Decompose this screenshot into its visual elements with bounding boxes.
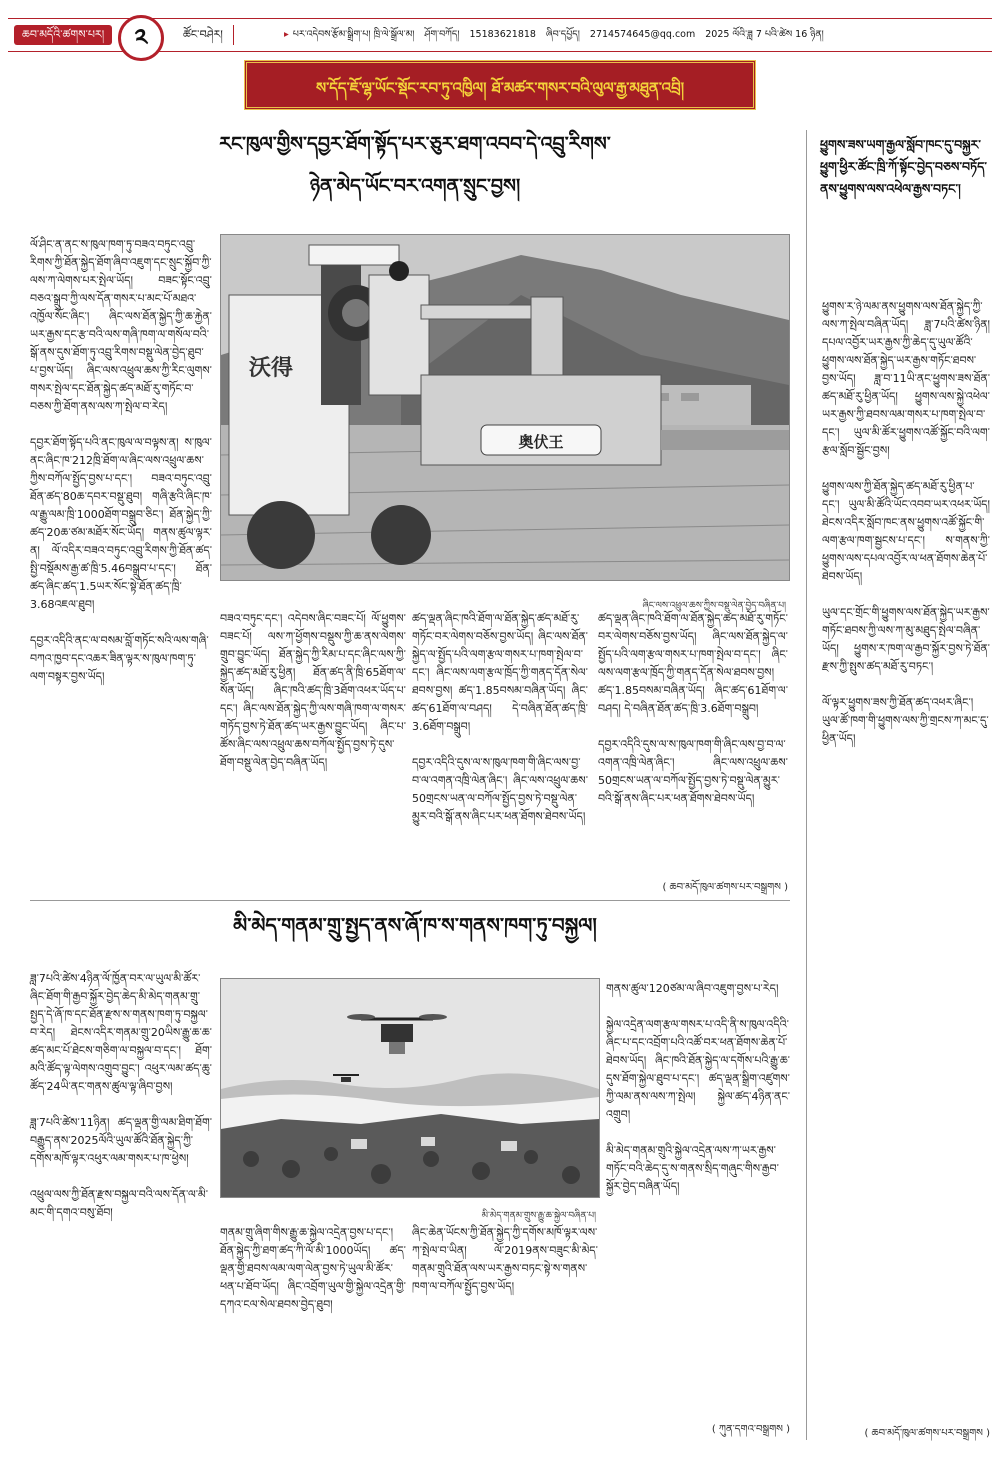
email: 2714574645@qq.com: [589, 29, 696, 40]
article2-col3: ཞིང་ཆེན་ཡོངས་ཀྱི་ཐོན་སྐྱེད་ཀྱི་དགོས་མཁོ་ལྟར་ལས་ཀ་སྤེལ་བ་ཡིན། ལོ་2019ནས་བཟུང་མི་མེད་གནམ་གྲུའི་ཐོན་ལས་ཡར་རྒྱས་བཏང་སྟེ་ས་གནས་ཁག་ལ་བཀོལ་སྤྱོད་བྱས་ཡོད།: [412, 1226, 598, 1293]
section-name: ཚོང་བཤེར།: [183, 25, 234, 45]
article1-col4: ཚད་ལྡན་ཞིང་ཁའི་ཐོག་ལ་ཐོན་སྐྱེད་ཚད་མཐོ་རུ་གཏོང་བར་ལེགས་བཅོས་བྱས་ཡོད། ཞིང་ལས་ཐོན་སྐྱེད་ལ་སྤྱོད་པའི་ལག་རྩལ་གསར་པ་ཁག་སྤེལ་བ་དང་། ཞིང་ལས་ལག་རྩལ་ཁྲོད་ཀྱི་གནད་དོན་སེལ་ཐབས་བྱས། ཚད་1.85བསམ་བཞིན་ཡོད། ཞིང་ཚད་61ཐོག་ལ་བཤད། དེ་བཞིན་ཐོན་ཚད་ཁྲི་3.6ཐོག་བསྒྲུབ། དབྱར་འདིའི་དུས་ལ་ས་ཁུལ་ཁག་གི་ཞིང་ལས་བྱ་བ་ལ་འགན་འཁྲི་ལེན་ཞིང་། ཞིང་ལས་འཕྲུལ་ཆས་50གྲངས་ཡན་ལ་བཀོལ་སྤྱོད་བྱས་ཏེ་བསྡུ་ལེན་མྱུར་བའི་སྒོ་ནས་ཞིང་པར་ཕན་ཐོགས་ཐེབས་ཡོད།: [598, 612, 788, 805]
article2-col1: ཟླ་7པའི་ཚེས་4ཉིན་ལོ་ཁྱོན་བར་ལ་ཡུལ་མི་ཚོར་ཞིང་ཐོག་གི་རྒྱབ་སྐྱོར་བྱེད་ཆེད་མི་མེད་གནམ་གྲུ་སྤྱད་དེ་ཞོ་ཁ་དང་ཐོན་རྫས་ས་གནས་ཁག་ཏུ་བསྐྱལ་བ་རེད། ཐེངས་འདིར་གནམ་གྲུ་20ཡིས་རྒྱུ་ཆ་ཆ་ཚད་མང་པོ་ཐེངས་གཅིག་ལ་བསྐྱལ་བ་དང་། ཐོག་མའི་ཚོད་ལྟ་ལེགས་འགྲུབ་བྱུང་། འཕུར་ལམ་ཚད་ཆུ་ཚོད་24ཡི་ནང་གནས་ཚུལ་ལྟ་ཞིབ་བྱས། ཟླ་7པའི་ཚེས་11ཉིན། ཚད་ལྡན་གྱི་ལམ་ཐིག་ཐོག་བརྒྱུད་ནས་2025ལོའི་ཡུལ་ཚོའི་ཐོན་སྐྱེད་ཀྱི་དགོས་མཁོ་ལྟར་འཕུར་ལམ་གསར་པ་ཁ་ཕྱེས། འཕྲུལ་ལས་ཀྱི་ཐོན་རྫས་བསྐྱལ་བའི་ལས་དོན་ལ་མི་མང་གི་དགའ་བསུ་ཐོབ།: [30, 972, 212, 1219]
harvester-illustration: [221, 235, 789, 580]
harvester-brand-label: 沃得: [248, 356, 294, 381]
phone: 15183621818: [469, 29, 536, 40]
slogan-banner: ས་དོད་ཇོ་ལྷ་ཡོང་སྡོང་རབ་ཏུ་འཁྱིལ། ཐོ་མཚར་གསར་བའི་ལུལ་རྒྱ་མཐུན་འབྲི།: [244, 60, 756, 110]
article1-headline-line1: རང་ཁུལ་གྱིས་དབྱར་ཐོག་སྟོད་པར་ཅུར་ཐག་འབབ་དེ་འབྲུ་རིགས་: [219, 133, 611, 155]
masthead: [8, 18, 992, 52]
article2-headline: མི་མེད་གནམ་གྲུ་སྤྱད་ནས་ཞོ་ཁ་ས་གནས་ཁག་ཏུ་བསྐྱལ།: [233, 913, 597, 937]
drone-photo: [220, 978, 600, 1198]
article2-byline: ( ཀུན་དགའ་བསྒྲགས ): [711, 1424, 790, 1435]
article1-col3: ཚད་ལྡན་ཞིང་ཁའི་ཐོག་ལ་ཐོན་སྐྱེད་ཚད་མཐོ་རུ་གཏོང་བར་ལེགས་བཅོས་བྱས་ཡོད། ཞིང་ལས་ཐོན་སྐྱེད་ལ་སྤྱོད་པའི་ལག་རྩལ་གསར་པ་ཁག་སྤེལ་བ་དང་། ཞིང་ལས་ལག་རྩལ་ཁྲོད་ཀྱི་གནད་དོན་སེལ་ཐབས་བྱས། ཚད་1.85བསམ་བཞིན་ཡོད། ཞིང་ཚད་61ཐོག་ལ་བཤད། དེ་བཞིན་ཐོན་ཚད་ཁྲི་3.6ཐོག་བསྒྲུབ། དབྱར་འདིའི་དུས་ལ་ས་ཁུལ་ཁག་གི་ཞིང་ལས་བྱ་བ་ལ་འགན་འཁྲི་ལེན་ཞིང་། ཞིང་ལས་འཕྲུལ་ཆས་50གྲངས་ཡན་ལ་བཀོལ་སྤྱོད་བྱས་ཏེ་བསྡུ་ལེན་མྱུར་བའི་སྒོ་ནས་ཞིང་པར་ཕན་ཐོགས་ཐེབས་ཡོད།: [412, 612, 588, 823]
drone-photo-caption: མི་མེད་གནམ་གྲུས་རྒྱུ་ཆ་སྐྱེལ་བཞིན་པ།: [481, 1211, 596, 1221]
harvester-photo: [220, 234, 790, 581]
article1-col2: བཟའ་བཏུང་དང་། འདེབས་ཞིང་བཟང་པོ། ལོ་ཕྱུགས་བཟང་པོ། ལས་ཀ་ཕྱོགས་བསྡུས་ཀྱི་ཆ་ནས་ལེགས་གྲུབ་བྱུང་ཡོད། ཐོན་སྐྱེད་ཀྱི་རིམ་པ་དང་ཞིང་ལས་ཀྱི་སྐྱེད་ཚད་མཐོ་རུ་ཕྱིན། ཐོན་ཚད་ནི་ཁྲི་65ཐོག་ལ་སོན་ཡོད། ཞིང་ཁའི་ཚད་ཁྲི་3ཐོག་འཕར་ཡོད་པ་དང་། ཞིང་ལས་ཐོན་སྐྱེད་ཀྱི་ལས་གཞི་ཁག་ལ་གསར་གཏོད་བྱས་ཏེ་ཐོན་ཚད་ཡར་རྒྱས་བྱུང་ཡོད། ཞིང་པ་ཚོས་ཞིང་ལས་འཕྲུལ་ཆས་བཀོལ་སྤྱོད་བྱས་ཏེ་དུས་ཐོག་བསྡུ་ལེན་བྱེད་བཞིན་ཡོད།: [220, 612, 406, 769]
editor: པར་འདེབས་རྩོམ་སྒྲིག་པ། ཁྲི་ལེ་སྒྲོལ་མ།: [292, 29, 415, 40]
paper-name: ཆབ་མདོའི་ཚགས་པར།: [14, 25, 112, 45]
masthead-meta: [284, 27, 986, 43]
article1-byline: ( ཆབ་མདོ་ཁུལ་ཚགས་པར་བསྒྲགས ): [662, 882, 788, 893]
section-divider: [30, 900, 790, 901]
proof: ཞིབ་དཔྱོད།: [545, 29, 580, 40]
sidebar-divider: [806, 130, 807, 1440]
date: 2025 ལོའི་ཟླ 7 པའི་ཚེས 16 ཉིན།: [705, 29, 824, 40]
article3-col: ཕྱུགས་ར་ཉེ་ལམ་ནས་ཕྱུགས་ལས་ཐོན་སྐྱེད་ཀྱི་ལས་ཀ་སྤེལ་བཞིན་ཡོད། ཟླ་7པའི་ཚེས་ཉིན། དཔལ་འབྱོར་ཡར་རྒྱས་ཀྱི་ཆེད་དུ་ཡུལ་ཚོའི་ཕྱུགས་ལས་ཐོན་སྐྱེད་ཡར་རྒྱས་གཏོང་ཐབས་བྱས་ཡོད། ཟླ་བ་11ཡི་ནང་ཕྱུགས་ཟས་ཐོན་ཚད་མཐོ་རུ་ཕྱིན་ཡོད། ཕྱུགས་ལས་སྐྱེ་འཕེལ་ཡར་རྒྱས་ཀྱི་ཐབས་ལམ་གསར་པ་ཁག་སྤེལ་བ་དང་། ཡུལ་མི་ཚོར་ཕྱུགས་འཚོ་སྐྱོང་བའི་ལག་རྩལ་སློབ་སྦྱོང་བྱས། ཕྱུགས་ལས་ཀྱི་ཐོན་སྐྱེད་ཚད་མཐོ་རུ་ཕྱིན་པ་དང་། ཡུལ་མི་ཚོའི་ཡོང་འབབ་ཡར་འཕར་ཡོད། ཐེངས་འདིར་སློབ་ཁང་ནས་ཕྱུགས་འཚོ་སྐྱོང་གི་ལག་རྩལ་ཁག་སྦྱངས་པ་དང་། ས་གནས་ཀྱི་ཕྱུགས་ལས་དཔལ་འབྱོར་ལ་ཕན་ཐོགས་ཆེན་པོ་ཐེབས་ཡོད། ཡུལ་དང་གྲོང་གི་ཕྱུགས་ལས་ཐོན་སྐྱེད་ཡར་རྒྱས་གཏོང་ཐབས་ཀྱི་ལས་ཀ་མུ་མཐུད་སྤེལ་བཞིན་ཡོད། ཕྱུགས་ར་ཁག་ལ་རྒྱབ་སྐྱོར་བྱས་ཏེ་ཐོན་རྫས་ཀྱི་སྤུས་ཚད་མཐོ་རུ་བཏང་། ལོ་ལྟར་ཕྱུགས་ཟས་ཀྱི་ཐོན་ཚད་འཕར་ཞིང་། ཡུལ་ཚོ་ཁག་གི་ཕྱུགས་ལས་ཀྱི་གྲངས་ཀ་མང་དུ་ཕྱིན་ཡོད།: [822, 300, 990, 745]
arrow-icon: ▸: [284, 29, 289, 40]
design: ཤོག་བཀོད།: [424, 29, 460, 40]
harvester-photo-caption: ཞིང་ལས་འཕྲུལ་ཆས་ཀྱིས་བསྡུ་ལེན་བྱེད་བཞིན་པ།: [642, 601, 786, 611]
harvester-model-label: 奥伏王: [518, 433, 564, 451]
article2-col2: གནམ་གྲུ་ཞིག་གིས་རྒྱུ་ཆ་སྐྱེལ་འདྲེན་བྱས་པ་དང་། ཐོན་སྐྱེད་ཀྱི་ཐག་ཚད་ཀི་ལོ་མི་1000ཡོད། ཚད་ལྡན་གྱི་ཐབས་ལམ་ལག་ལེན་བྱས་ཏེ་ཡུལ་མི་ཚོར་ཕན་པ་ཐོབ་ཡོད། ཞིང་འབྲོག་ཡུལ་གྱི་སྐྱེལ་འདྲེན་གྱི་དཀའ་ངལ་སེལ་ཐབས་བྱེད་ཐུབ།: [220, 1226, 406, 1311]
page-number: ༢: [118, 15, 164, 61]
article2-col4: གནས་ཚུལ་120ཙམ་ལ་ཞིབ་འཇུག་བྱས་པ་རེད། སྐྱེལ་འདྲེན་ལག་རྩལ་གསར་པ་འདི་ནི་ས་ཁུལ་འདིའི་ཞིང་པ་དང་འབྲོག་པའི་འཚོ་བར་ཕན་ཐོགས་ཆེན་པོ་ཐེབས་ཡོད། ཞིང་ཁའི་ཐོན་སྐྱེད་ལ་དགོས་པའི་རྒྱུ་ཆ་དུས་ཐོག་སྐྱེལ་ཐུབ་པ་དང་། ཚད་ལྡན་སྒྲིག་འཛུགས་ཀྱི་ལམ་ནས་ལས་ཀ་སྤེལ། སྐྱེལ་ཚད་4ཉིན་ནང་འགྲུབ། མི་མེད་གནམ་གྲུའི་སྐྱེལ་འདྲེན་ལས་ཀ་ཡར་རྒྱས་གཏོང་བའི་ཆེད་དུ་ས་གནས་སྲིད་གཞུང་གིས་རྒྱབ་སྐྱོར་བྱེད་བཞིན་ཡོད།: [606, 982, 790, 1193]
drone-illustration: [221, 979, 599, 1197]
article1-headline-line2: ཉེན་མེད་ཡོང་བར་འགན་སྲུང་བྱས།: [309, 175, 521, 197]
article1-col1: ལོ་ཤིང་ན་ནང་ས་ཁུལ་ཁག་ཏུ་བཟའ་བཏུང་འབྲུ་རིགས་ཀྱི་ཐོན་སྐྱེད་ཐོག་ཞིབ་འཇུག་དང་སྲུང་སྐྱོབ་ཀྱི་ལས་ཀ་ལེགས་པར་སྤེལ་ཡོད། བཟང་སྟོང་འབྲུ་བཅའ་སྒྲུབ་ཀྱི་ལས་དོན་གསར་པ་མང་པོ་མཐའ་འཁྱོལ་སོང་ཞིང་། ཞིང་ལས་ཐོན་སྐྱེད་ཀྱི་ཆ་རྐྱེན་ཡར་རྒྱས་དང་རྩ་བའི་ལས་གཞི་ཁག་ལ་གསོལ་བའི་སྒོ་ནས་དུས་ཐོག་ཏུ་འབྲུ་རིགས་བསྡུ་ལེན་བྱེད་ཐུབ་པ་བྱས་ཡོད། ཞིང་ལས་འཕྲུལ་ཆས་ཀྱི་རིང་ལུགས་གསར་སྤེལ་དང་ཐོན་སྐྱེད་ཚད་མཐོ་རུ་གཏོང་བ་བཅས་ཀྱི་ཐོག་ནས་ལས་ཀ་སྤེལ་བ་རེད། དབྱར་ཐོག་སྟོད་པའི་ནང་ཁུལ་ལ་བལྟས་ན། ས་ཁུལ་ནང་ཞིང་ཁ་212ཁྲི་ཐོག་ལ་ཞིང་ལས་འཕྲུལ་ཆས་ཀྱིས་བཀོལ་སྤྱོད་བྱས་པ་དང་། བཟའ་བཏུང་འབྲུ་ཐོན་ཚད་80ཆ་དབར་བསྡུ་ཐུབ། གཞི་རྩའི་ཞིང་ཁ་ལ་རྒྱུ་ལམ་ཁྲི་1000ཐོག་བསྒྲུབ་ཅིང་། ཐོན་སྐྱེད་ཀྱི་ཚད་20ཆ་ཙམ་མཐོར་སོང་ཡོད། གནས་ཚུལ་ལྟར་ན། ལོ་འདིར་བཟའ་བཏུང་འབྲུ་རིགས་ཀྱི་ཐོན་ཚད་སྤྱི་བསྡོམས་རྒྱ་ཚ་ཁྲི་5.46བསྒྲུབ་པ་དང་། ཐོན་ཚད་ཞིང་ཚད་1.5ཡར་སོང་སྟེ་ཐོན་ཚད་ཁྲི་3.68འཇལ་ཐུབ། དབྱར་འདིའི་ནང་ལ་བསམ་བློ་གཏོང་སའི་ལས་གཞི་བཀའ་ཁྱབ་དང་འཆར་ཟིན་ལྟར་ས་ཁུལ་ཁག་ཏུ་ལག་བསྟར་བྱས་ཡོད།: [30, 238, 212, 683]
article3-byline: ( ཆབ་མདོ་ཁུལ་ཚགས་པར་བསྒྲགས ): [864, 1428, 990, 1439]
article3-headline: ཕྱུགས་ཟས་ཡག་རྒྱལ་སློབ་ཁང་དུ་བསྐྱར་ཕྱུག་ཕྱིར་ཚོང་ཁྲི་ཀོ་སྟོང་བྱེད་བཅས་བཏོད་ནས་ཕྱུགས་ལས་འཕེལ་རྒྱས་བཏང་།: [820, 137, 987, 196]
